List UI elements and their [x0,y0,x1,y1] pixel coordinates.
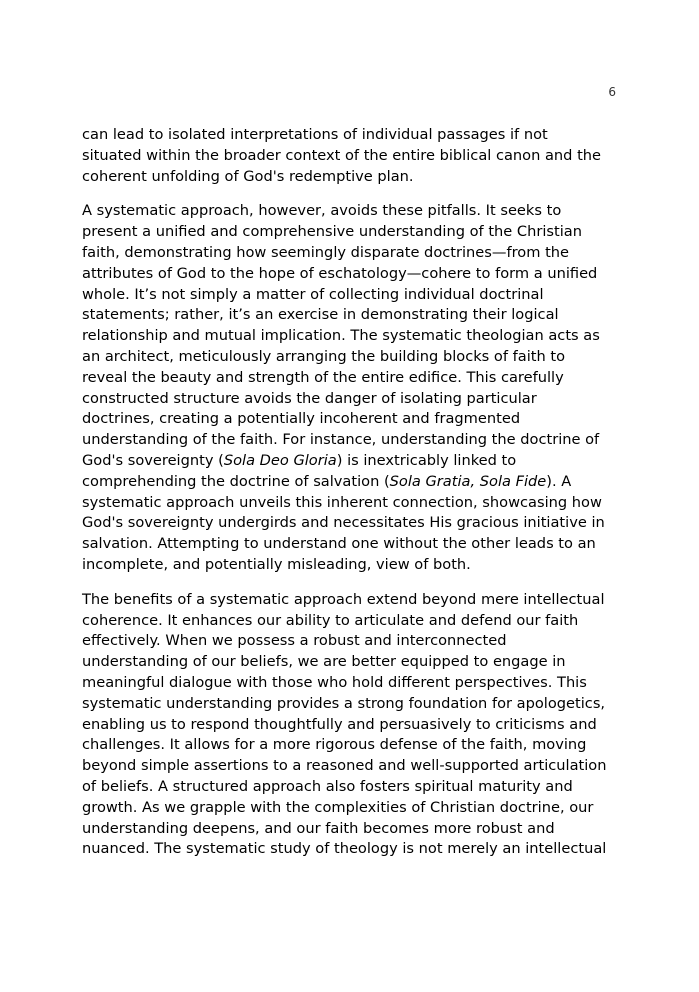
text-line: incomplete, and potentially misleading, view of both. [82,555,471,573]
text-line: an architect, meticulously arranging the building blocks of faith to [82,347,566,365]
text-line: faith, demonstrating how seemingly disparate doctrines—from the [82,243,570,261]
text-line: effectively. When we possess a robust and interconnected [82,632,507,650]
text-line: doctrines, creating a potentially incoherent and fragmented [82,410,521,428]
page-body [82,125,619,874]
paragraph-1 [82,125,619,187]
text-line: enabling us to respond thoughtfully and persuasively to criticisms and [82,715,597,733]
text-line: God's sovereignty undergirds and necessitates His gracious initiative in [82,514,605,532]
text-line: understanding of our beliefs, we are better equipped to engage in [82,653,566,671]
text-line: whole. It’s not simply a matter of collecting individual doctrinal [82,285,544,303]
text-line: meaningful dialogue with those who hold different perspectives. This [82,673,587,691]
text-line: systematic understanding provides a strong foundation for apologetics, [82,694,606,712]
text-line: can lead to isolated interpretations of individual passages if not [82,126,548,143]
text-line [82,472,619,493]
paragraph-2 [82,201,619,575]
text-line: constructed structure avoids the danger of isolating particular [82,389,537,407]
text-line: situated within the broader context of the entire biblical canon and the [82,146,602,164]
paragraph-3 [82,590,619,860]
text-line: systematic approach unveils this inherent connection, showcasing how [82,493,602,511]
text-line: reveal the beauty and strength of the entire edifice. This carefully [82,368,564,386]
text-line: relationship and mutual implication. The systematic theologian acts as [82,327,600,345]
text-line: beyond simple assertions to a reasoned and well-supported articulation [82,757,607,775]
text-fragment: ) is inextricably linked to [336,451,517,469]
text-line: understanding of the faith. For instance, understanding the doctrine of [82,431,600,449]
text-line: nuanced. The systematic study of theology is not merely an intellectual [82,840,607,858]
latin-phrase-sola-deo-gloria: Sola Deo Gloria [223,451,337,469]
text-line: growth. As we grapple with the complexities of Christian doctrine, our [82,798,594,816]
text-fragment: comprehending the doctrine of salvation ( [82,472,390,490]
text-fragment: ). A [546,472,572,490]
text-line: coherent unfolding of God's redemptive plan. [82,167,414,185]
page-number: 6 [608,85,616,99]
text-line: coherence. It enhances our ability to articulate and defend our faith [82,611,579,629]
text-line: understanding deepens, and our faith becomes more robust and [82,819,555,837]
text-line: salvation. Attempting to understand one without the other leads to an [82,535,596,553]
text-line: challenges. It allows for a more rigorous defense of the faith, moving [82,736,587,754]
text-line: A systematic approach, however, avoids these pitfalls. It seeks to [82,202,562,220]
text-line: statements; rather, it’s an exercise in demonstrating their logical [82,306,559,324]
latin-phrase-sola-gratia-sola-fide: Sola Gratia, Sola Fide [389,472,547,490]
text-line: The benefits of a systematic approach extend beyond mere intellectual [82,590,605,608]
text-line: attributes of God to the hope of eschatology—cohere to form a unified [82,264,598,282]
text-line [82,451,619,472]
text-line: present a unified and comprehensive understanding of the Christian [82,223,582,241]
text-fragment: God's sovereignty ( [82,451,224,469]
text-line: of beliefs. A structured approach also fosters spiritual maturity and [82,777,573,795]
